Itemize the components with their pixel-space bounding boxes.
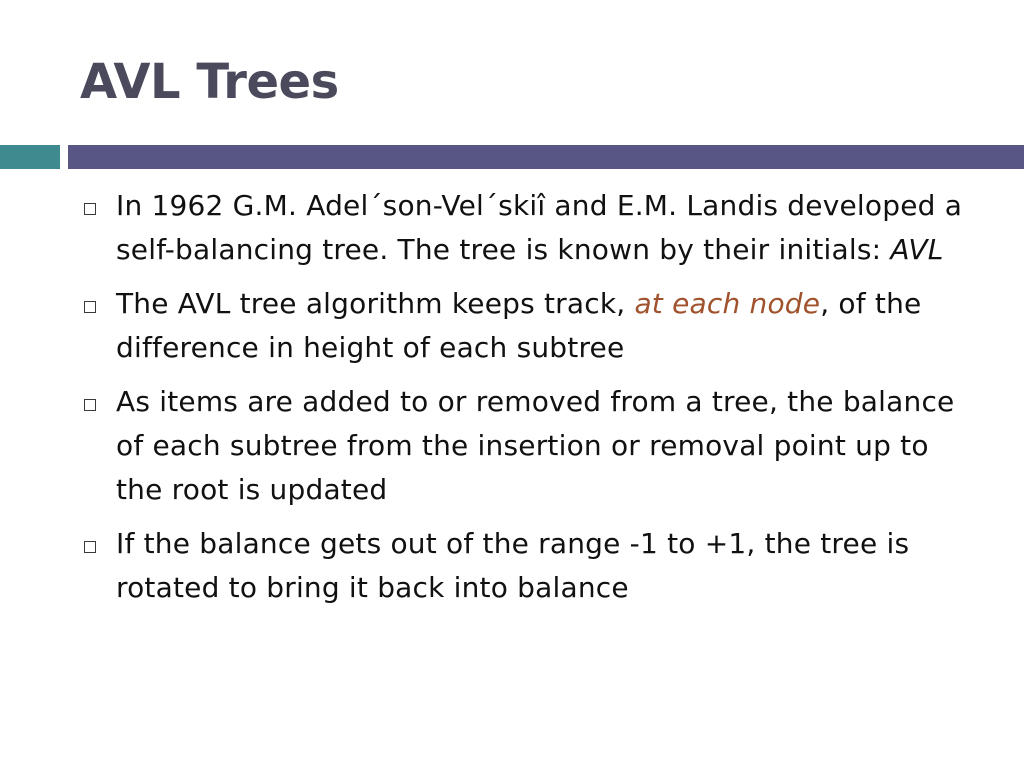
bullet-item-4 [80, 522, 980, 610]
bullet-2-text-start: The AVL tree algorithm keeps track, [116, 287, 635, 320]
bullet-text-4: If the balance gets out of the range -1 to +1, the tree is rotated to bring it back into balance [116, 527, 910, 604]
bullet-list [80, 184, 980, 620]
accent-bar-teal [0, 145, 60, 169]
bullet-text-3: As items are added to or removed from a tree, the balance of each subtree from the insertion or removal point up to the root is updated [116, 385, 955, 506]
hollow-square-icon [84, 301, 96, 313]
bullet-1-text: In 1962 G.M. Adel´son-Vel´skiî and E.M. Landis developed a self-balancing tree. The tree is known by their initials: [116, 189, 963, 266]
bullet-item-3 [80, 380, 980, 512]
slide-title: AVL Trees [80, 54, 339, 110]
hollow-square-icon [84, 541, 96, 553]
accent-bar-purple [68, 145, 1024, 169]
bullet-2-emphasis: at each node [634, 287, 821, 320]
bullet-item-1 [80, 184, 980, 272]
hollow-square-icon [84, 399, 96, 411]
bullet-text-2 [116, 282, 980, 370]
hollow-square-icon [84, 203, 96, 215]
bullet-2-text-end: , of the difference in height of each subtree [116, 287, 922, 364]
bullet-1-italic: AVL [890, 233, 944, 266]
bullet-item-2 [80, 282, 980, 370]
bullet-text-1 [116, 184, 980, 272]
